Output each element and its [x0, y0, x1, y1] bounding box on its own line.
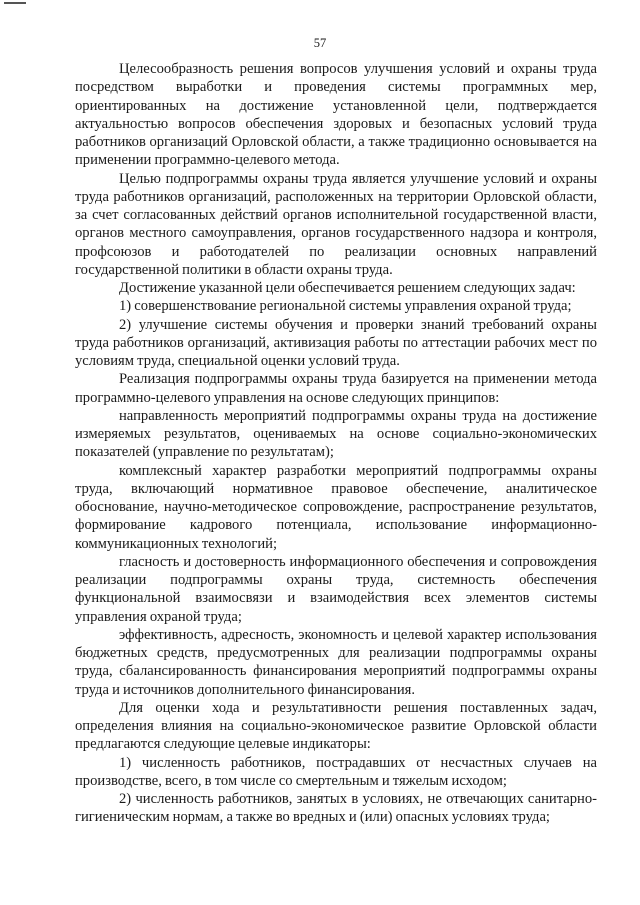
list-item-indicator-2: 2) численность работников, занятых в условиях, не отвечающих санитарно-гигиеническим нормам, а также во вредных и (или) опасных условиях труда;	[75, 791, 597, 826]
list-item-indicator-1: 1) численность работников, пострадавших от несчастных случаев на производстве, всего, в том числе со смертельным и тяжелым исходом;	[75, 754, 597, 789]
paragraph-goal: Целью подпрограммы охраны труда является улучшение условий и охраны труда работников организаций, расположенных на территории Орловской области, за счет согласованных действий органов исполнительной государственной власти, органов местного самоуправления, органов государственного надзора и контроля, профсоюзов и работодателей по реализации основных направлений государственной политики в области охраны труда.	[75, 170, 597, 278]
list-item-principle-3: гласность и достоверность информационного обеспечения и сопровождения реализации подпрограммы охраны труда, системность обеспечения функциональной взаимосвязи и взаимодействия всех элементов системы управления охраной труда;	[75, 553, 597, 625]
paragraph-indicators-intro: Для оценки хода и результативности решения поставленных задач, определения влияния на социально-экономическое развитие Орловской области предлагаются следующие целевые индикаторы:	[75, 699, 597, 753]
paragraph-principles-intro: Реализация подпрограммы охраны труда базируется на применении метода программно-целевого управления на основе следующих принципов:	[75, 371, 597, 406]
paragraph-rationale: Целесообразность решения вопросов улучшения условий и охраны труда посредством выработки и проведения системы программных мер, ориентированных на достижение установленной цели, подтверждается актуальностью вопросов обеспечения здоровых и безопасных условий труда работников организаций Орловской области, а также традиционно основывается на применении программно-целевого метода.	[75, 61, 597, 169]
list-item-principle-4: эффективность, адресность, экономность и целевой характер использования бюджетных средств, предусмотренных для реализации подпрограммы охраны труда, сбалансированность финансирования мероприятий подпрограммы охраны труда и источников дополнительного финансирования.	[75, 626, 597, 698]
scan-corner-mark	[4, 2, 26, 4]
list-item-task-1: 1) совершенствование региональной системы управления охраной труда;	[119, 298, 572, 315]
paragraph-tasks-intro: Достижение указанной цели обеспечивается решением следующих задач:	[119, 280, 576, 296]
document-body	[75, 60, 597, 827]
list-item-task-2: 2) улучшение системы обучения и проверки знаний требований охраны труда работников организаций, активизация работы по аттестации рабочих мест по условиям труда, специальной оценки условий труда.	[75, 316, 597, 369]
list-item-principle-2: комплексный характер разработки мероприятий подпрограммы охраны труда, включающий нормативное правовое обеспечение, аналитическое обоснование, научно-методическое сопровождение, распространение результатов, формирование кадрового потенциала, использование информационно-коммуникационных технологий;	[75, 462, 597, 552]
page-number: 57	[313, 36, 327, 50]
list-item-principle-1: направленность мероприятий подпрограммы охраны труда на достижение измеряемых результатов, оцениваемых на основе социально-экономических показателей (управление по результатам);	[75, 407, 597, 461]
